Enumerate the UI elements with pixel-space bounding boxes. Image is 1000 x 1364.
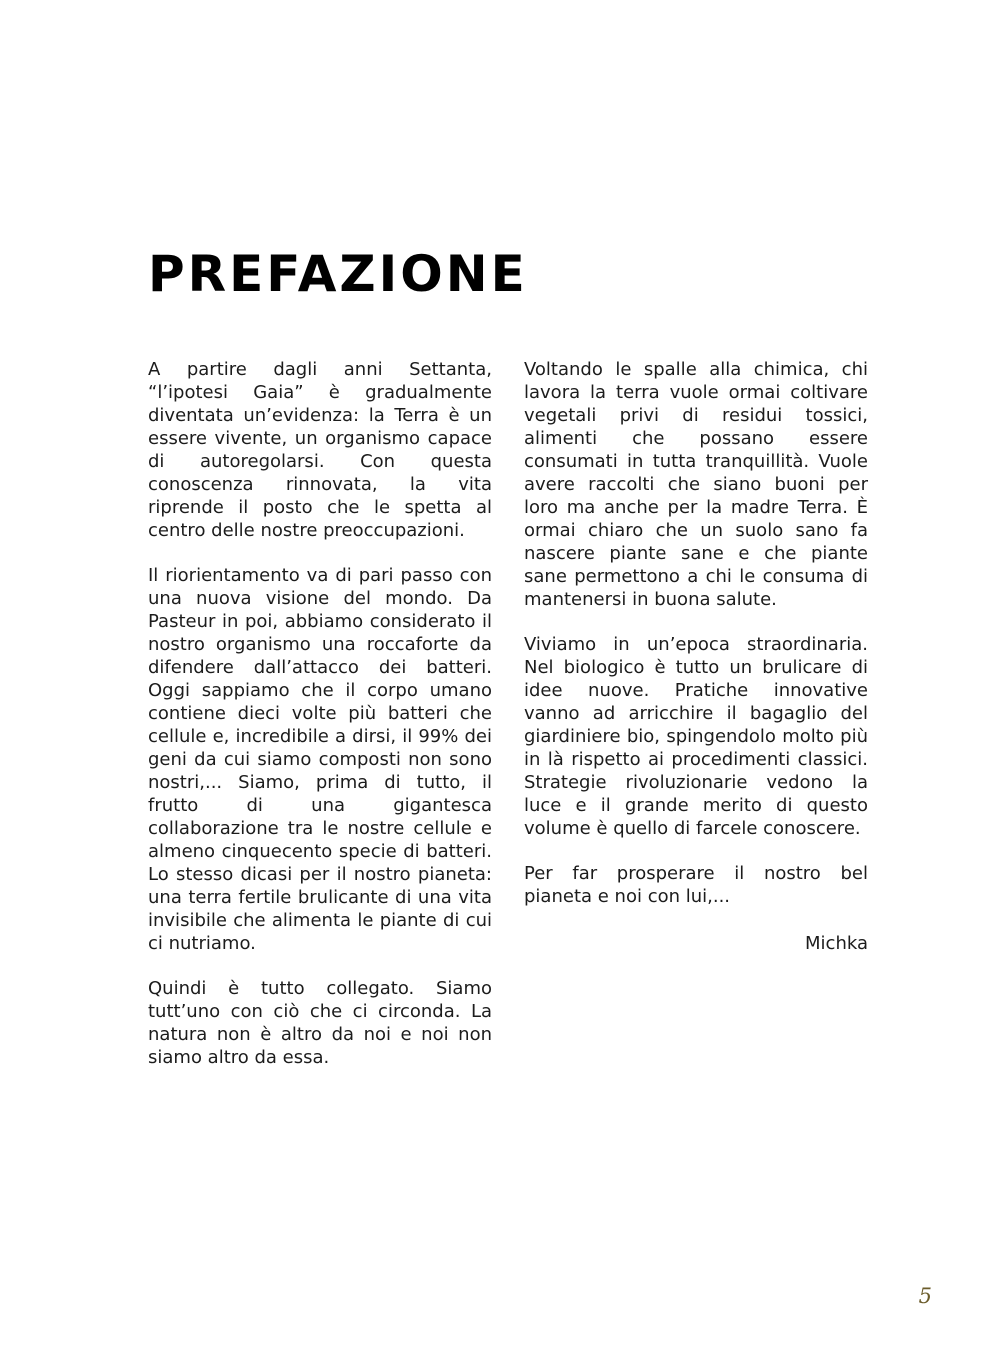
- paragraph-gaia-hypothesis: A partire dagli anni Settanta, “l’ipotesi Gaia” è gradualmente diventata un’evidenza: la Terra è un essere vivente, un organismo capace di autoregolarsi. Con questa conoscenza rinnovata, la vita riprende il posto che le spetta al centro delle nostre preoccupazioni.: [148, 359, 492, 541]
- paragraph-closing-wish: Per far prosperare il nostro bel pianeta e noi con lui,...: [524, 863, 868, 907]
- column-right: [524, 358, 868, 1091]
- text-columns: [148, 358, 868, 1091]
- paragraph-reorientation: Il riorientamento va di pari passo con una nuova visione del mondo. Da Pasteur in poi, abbiamo considerato il nostro organismo una roccaforte da difendere dall’attacco dei batteri. Oggi sappiamo che il corpo umano contiene dieci volte più batteri che cellule e, incredibile a dirsi, il 99% dei geni da cui siamo composti non sono nostri,... Siamo, prima di tutto, il frutto di una gigantesca collaborazione tra le nostre cellule e almeno cinquecento specie di batteri. Lo stesso dicasi per il nostro pianeta: una terra fertile brulicante di una vita invisibile che alimenta le piante di cui ci nutriamo.: [148, 565, 492, 954]
- page-title: PREFAZIONE: [148, 245, 528, 303]
- page-number: 5: [918, 1284, 932, 1308]
- paragraph-all-connected: Quindi è tutto collegato. Siamo tutt’uno con ciò che ci circonda. La natura non è altro da noi e noi non siamo altro da essa.: [148, 978, 492, 1068]
- column-left: [148, 358, 492, 1091]
- paragraph-turning-from-chemistry: Voltando le spalle alla chimica, chi lavora la terra vuole ormai coltivare vegetali privi di residui tossici, alimenti che possano essere consumati in tutta tranquillità. Vuole avere raccolti che siano buoni per loro ma anche per la madre Terra. È ormai chiaro che un suolo sano fa nascere piante sane e che piante sane permettono a chi le consuma di mantenersi in buona salute.: [524, 359, 868, 610]
- paragraph-extraordinary-epoch: Viviamo in un’epoca straordinaria. Nel biologico è tutto un brulicare di idee nuove. Pratiche innovative vanno ad arricchire il bagaglio del giardiniere bio, spingendolo molto più in là rispetto ai procedimenti classici. Strategie rivoluzionarie vedono la luce e il grande merito di questo volume è quello di farcele conoscere.: [524, 634, 868, 839]
- author-signature: Michka: [805, 933, 868, 954]
